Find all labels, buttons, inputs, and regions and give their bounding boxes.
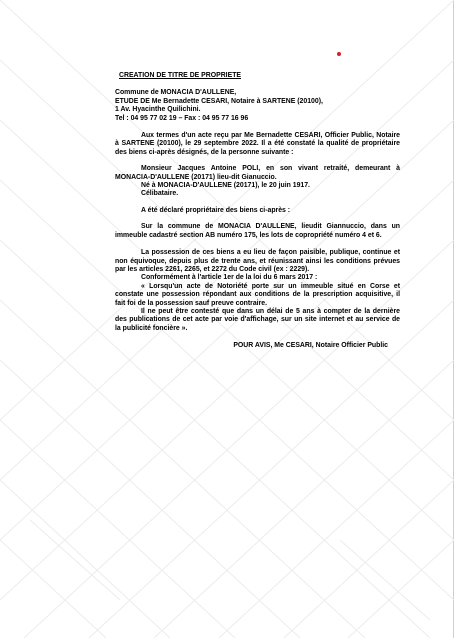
intro-paragraph: Aux termes d'un acte reçu par Me Bernadette CESARI, Officier Public, Notaire à SARTENE (20100), le 29 septembre 2022. Il a été constaté la qualité de propriétaire des biens ci-après désignés, de la personne suivante :: [115, 132, 400, 156]
property-description: Sur la commune de MONACIA D'AULLENE, lieudit Giannuccio, dans un immeuble cadastré section AB numéro 175, les lots de copropriété numéro 4 et 6.: [115, 223, 400, 239]
person-identity: Monsieur Jacques Antoine POLI, en son vivant retraité, demeurant à MONACIA-D'AULLENE (20171) lieu-dit Gianuccio.: [115, 165, 400, 181]
law-intro: Conformément à l'article 1er de la loi du 6 mars 2017 :: [141, 274, 318, 282]
header-address: 1 Av. Hyacinthe Quilichini.: [115, 106, 201, 114]
header-etude: ETUDE DE Me Bernadette CESARI, Notaire à SARTENE (20100),: [115, 97, 323, 105]
header-commune: Commune de MONACIA D'AULLENE,: [115, 89, 237, 97]
header-phone-fax: Tel : 04 95 77 02 19 – Fax : 04 95 77 16 96: [115, 114, 249, 122]
person-status: Célibataire.: [141, 190, 179, 198]
possession-paragraph: La possession de ces biens a eu lieu de façon paisible, publique, continue et non équivoque, depuis plus de trente ans, et réunissant ainsi les conditions prévues par les articles 2261, 2265, et 2272 du Code civil (ex : 2229).: [115, 249, 400, 273]
law-quote: « Lorsqu'un acte de Notoriété porte sur un immeuble situé en Corse et constate une possession répondant aux conditions de la prescription acquisitive, il fait foi de la possession sauf preuve contraire.: [115, 282, 400, 307]
declared-owner: A été déclaré propriétaire des biens ci-après :: [141, 206, 291, 214]
red-dot-mark: [337, 52, 341, 56]
legal-notice: [115, 72, 400, 351]
notice-title: CREATION DE TITRE DE PROPRIETE: [119, 72, 241, 79]
person-birth: Né à MONACIA-D'AULLENE (20171), le 20 juin 1917.: [141, 182, 310, 190]
signature-line: POUR AVIS, Me CESARI, Notaire Officier Public: [233, 342, 388, 350]
law-quote-contest: Il ne peut être contesté que dans un délai de 5 ans à compter de la dernière des publications de cet acte par voie d'affichage, sur un site internet et au service de la publicité foncière ».: [115, 307, 400, 332]
